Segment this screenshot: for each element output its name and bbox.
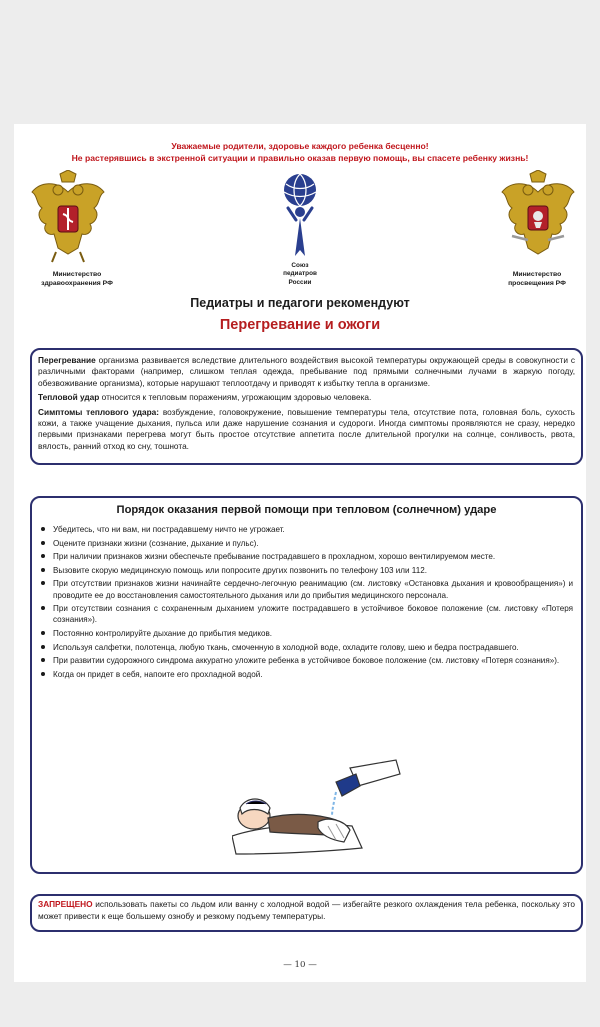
list-item-text: Оцените признаки жизни (сознание, дыхание и пульс). <box>53 538 259 548</box>
pediatricians-union-caption <box>270 262 330 287</box>
list-item <box>40 655 573 666</box>
bullet-icon <box>41 568 45 572</box>
parents-appeal <box>14 140 586 164</box>
health-ministry-caption-line-1: Министерство <box>52 271 102 278</box>
list-item-text: При отсутствии признаков жизни начинайте сердечно-легочную реанимацию (см. листовку «Остановка дыхания и кровообращения») и проводите ее до восстановления самостоятельного дыхания или до прибытия медицинского персонала. <box>53 579 573 600</box>
union-caption-line-2: педиатров <box>283 270 317 278</box>
first-aid-list <box>40 524 573 680</box>
bullet-icon <box>41 631 45 635</box>
list-item-text: При развитии судорожного синдрома аккуратно уложите ребенка в устойчивое боковое положение (см. листовку «Потеря сознания»). <box>53 656 560 666</box>
list-item-text: Когда он придет в себя, напоите его прохладной водой. <box>53 669 263 679</box>
bullet-icon <box>41 541 45 545</box>
health-ministry-caption <box>22 270 132 288</box>
symptoms-term: Симптомы теплового удара: <box>38 406 160 417</box>
education-ministry-emblem-icon <box>498 170 578 266</box>
prohibition-word: ЗАПРЕЩЕНО <box>38 899 93 909</box>
overheating-term: Перегревание <box>38 355 96 365</box>
appeal-line-1: Уважаемые родители, здоровье каждого ребенка бесценно! <box>171 141 429 151</box>
list-item-text: Постоянно контролируйте дыхание до прибытия медиков. <box>53 628 273 638</box>
list-item <box>40 642 573 653</box>
list-item <box>40 669 573 680</box>
symptoms-paragraph <box>38 407 575 453</box>
bullet-icon <box>41 672 45 676</box>
list-item <box>40 603 573 625</box>
bullet-icon <box>41 581 45 585</box>
overheating-text: организма развивается вследствие длительного воздействия высокой температуры окружающей среды в совокупности с различными факторами (например, слишком теплая одежда, пребывание под прямыми солнечными лучами в жаркую погоду, обезвоживание организма), которые нарушают теплоотдачу и приводят к избытку тепла в организме. <box>38 355 575 388</box>
first-aid-illustration-icon <box>232 756 402 866</box>
list-item-text: При отсутствии сознания с сохраненным дыханием уложите пострадавшего в устойчивое боковое положение (см. листовку «Потеря сознания»). <box>53 604 573 625</box>
first-aid-box <box>30 496 583 874</box>
bullet-icon <box>41 527 45 531</box>
health-ministry-emblem-icon <box>28 170 108 266</box>
list-item-text: Вызовите скорую медицинскую помощь или попросите других позвонить по телефону 103 или 112. <box>53 565 427 575</box>
prohibition-body: использовать пакеты со льдом или ванну с холодной водой — избегайте резкого охлаждения тела ребенка, поскольку это может привести к еще большему ознобу и резкому подъему температуры. <box>38 899 575 921</box>
union-caption-line-3: России <box>288 278 312 286</box>
page-number: — 10 — <box>283 960 317 970</box>
pediatricians-union-logo-icon <box>278 172 322 262</box>
education-ministry-caption <box>482 270 592 288</box>
list-item <box>40 628 573 639</box>
heatstroke-term: Тепловой удар <box>38 392 100 403</box>
leaflet-page <box>14 124 586 982</box>
list-item-text: Убедитесь, что ни вам, ни пострадавшему ничто не угрожает. <box>53 525 285 534</box>
health-ministry-caption-line-2: здравоохранения РФ <box>41 280 113 287</box>
prohibition-box <box>30 894 583 932</box>
page-title: Перегревание и ожоги <box>219 317 381 333</box>
list-item <box>40 565 573 576</box>
bullet-icon <box>41 554 45 558</box>
list-item <box>40 538 573 549</box>
bullet-icon <box>41 658 45 662</box>
appeal-line-2: Не растерявшись в экстренной ситуации и правильно оказав первую помощь, вы спасете ребенку жизнь! <box>71 153 529 163</box>
list-item-text: При наличии признаков жизни обеспечьте пребывание пострадавшего в прохладном, хорошо вентилируемом месте. <box>53 552 496 562</box>
list-item <box>40 524 573 535</box>
education-ministry-caption-line-2: просвещения РФ <box>508 280 566 287</box>
bullet-icon <box>41 645 45 649</box>
heatstroke-paragraph <box>38 392 575 403</box>
overheating-info-box <box>30 348 583 465</box>
list-item <box>40 578 573 600</box>
education-ministry-caption-line-1: Министерство <box>512 271 562 278</box>
list-item-text: Используя салфетки, полотенца, любую ткань, смоченную в холодной воде, охладите голову, шею и бедра пострадавшего. <box>53 642 519 652</box>
bullet-icon <box>41 606 45 610</box>
first-aid-title: Порядок оказания первой помощи при тепловом (солнечном) ударе <box>116 504 497 516</box>
union-caption-line-1: Союз <box>291 262 309 269</box>
list-item <box>40 551 573 562</box>
heatstroke-text: относится к тепловым поражениям, угрожающим здоровью человека. <box>99 392 372 403</box>
prohibition-text <box>38 899 575 923</box>
recommend-heading: Педиатры и педагоги рекомендуют <box>190 296 410 310</box>
symptoms-text: возбуждение, головокружение, повышение температуры тела, отсутствие пота, головная боль, сухость кожи, а также учащение дыхания, пульса или даже нарушение сознания и судороги. Иногда симптомы проявляются не сразу, нередко первыми признаками перегрева могут быть простое отсутствие аппетита после длительной прогулки на солнце, сонливость, рвота, вялость, ранний отход ко сну, тошнота. <box>38 406 575 451</box>
overheating-paragraph <box>38 355 575 389</box>
